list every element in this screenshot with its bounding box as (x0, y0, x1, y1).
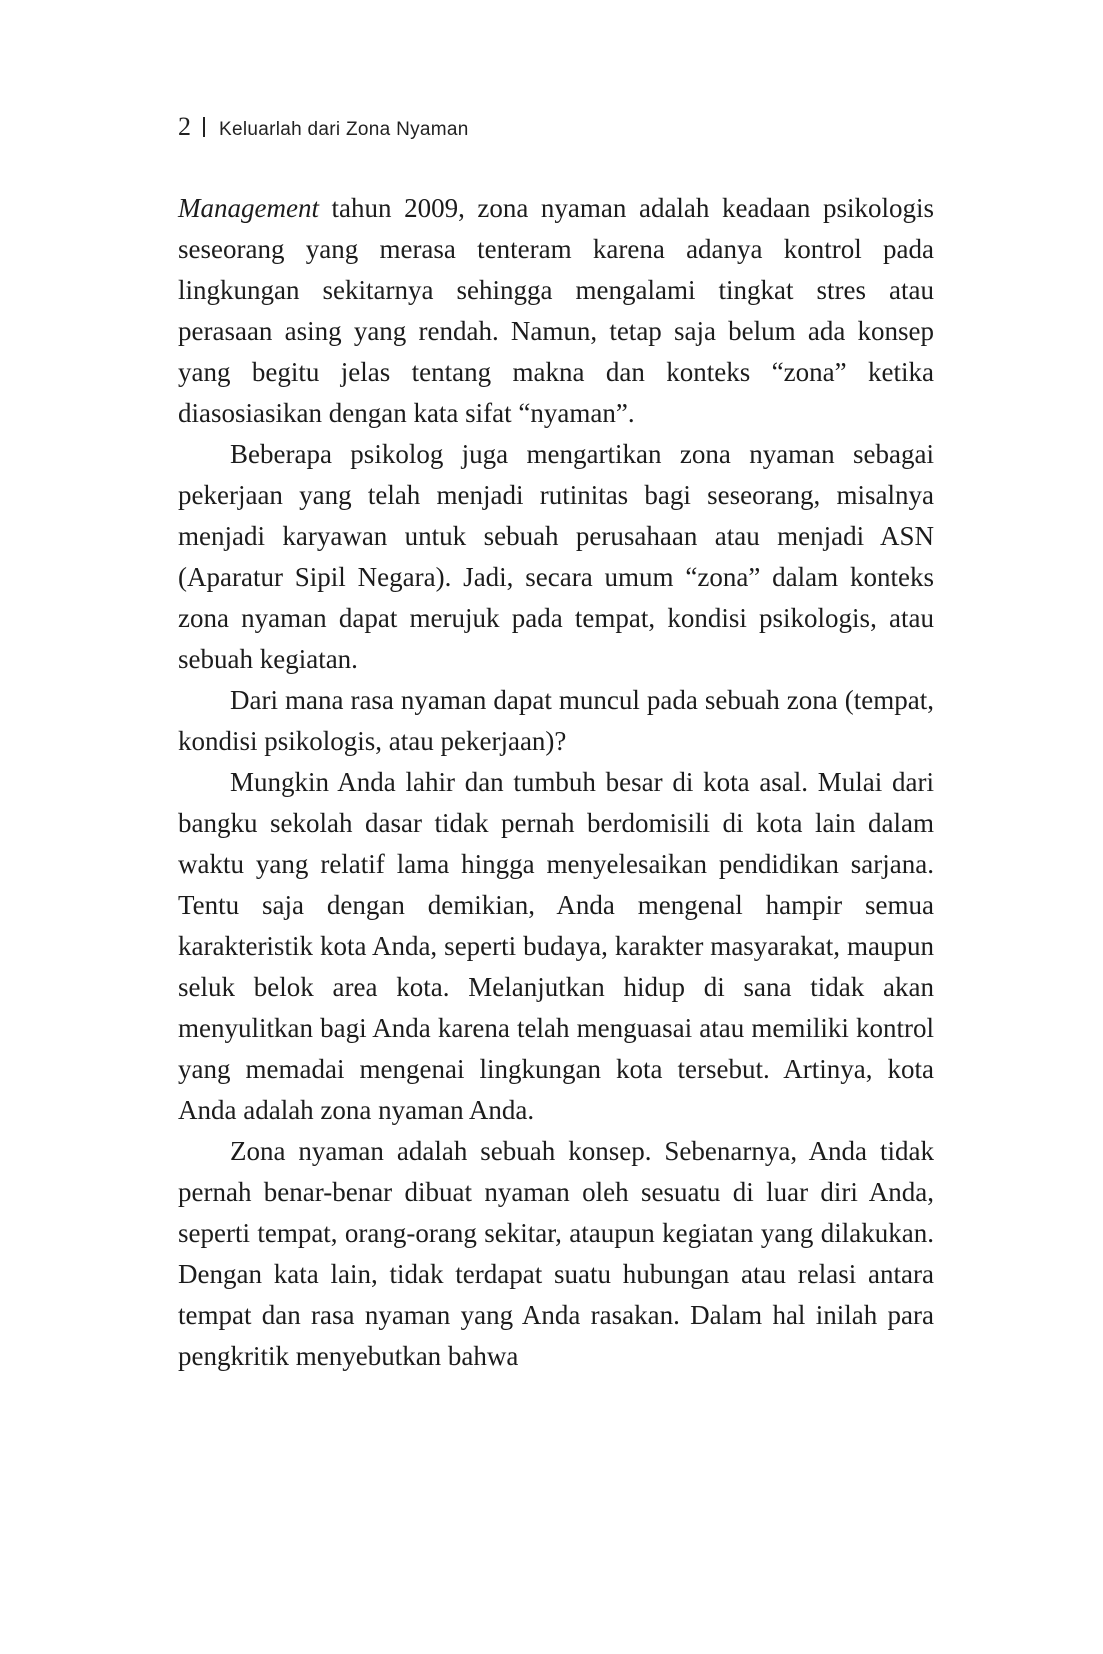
paragraph (178, 188, 934, 434)
paragraph: Dari mana rasa nyaman dapat muncul pada sebuah zona (tempat, kondisi psikologis, atau pekerjaan)? (178, 685, 934, 756)
body-text (178, 188, 934, 1377)
paragraph: Beberapa psikolog juga mengartikan zona nyaman sebagai pekerjaan yang telah menjadi rutinitas bagi seseorang, misalnya menjadi karyawan untuk sebuah perusahaan atau menjadi ASN (Aparatur Sipil Negara). Jadi, secara umum “zona” dalam konteks zona nyaman dapat merujuk pada tempat, kondisi psikologis, atau sebuah kegiatan. (178, 439, 934, 674)
header-divider (203, 117, 205, 137)
page-number: 2 (178, 112, 191, 141)
paragraph-text: tahun 2009, zona nyaman adalah keadaan psikologis seseorang yang merasa tenteram karena adanya kontrol pada lingkungan sekitarnya sehingga mengalami tingkat stres atau perasaan asing yang rendah. Namun, tetap saja belum ada konsep yang begitu jelas tentang makna dan konteks “zona” ketika diasosiasikan dengan kata sifat “nyaman”. (178, 193, 934, 428)
italic-lead-word: Management (178, 193, 319, 223)
running-header (178, 112, 469, 142)
book-title: Keluarlah dari Zona Nyaman (219, 119, 469, 140)
paragraph: Zona nyaman adalah sebuah konsep. Sebenarnya, Anda tidak pernah benar-benar dibuat nyaman oleh sesuatu di luar diri Anda, seperti tempat, orang-orang sekitar, ataupun kegiatan yang dilakukan. Dengan kata lain, tidak terdapat suatu hubungan atau relasi antara tempat dan rasa nyaman yang Anda rasakan. Dalam hal inilah para pengkritik menyebutkan bahwa (178, 1136, 934, 1371)
paragraph: Mungkin Anda lahir dan tumbuh besar di kota asal. Mulai dari bangku sekolah dasar tidak pernah berdomisili di kota lain dalam waktu yang relatif lama hingga menyelesaikan pendidikan sarjana. Tentu saja dengan demikian, Anda mengenal hampir semua karakteristik kota Anda, seperti budaya, karakter masyarakat, maupun seluk belok area kota. Melanjutkan hidup di sana tidak akan menyulitkan bagi Anda karena telah menguasai atau memiliki kontrol yang memadai mengenai lingkungan kota tersebut. Artinya, kota Anda adalah zona nyaman Anda. (178, 767, 934, 1125)
